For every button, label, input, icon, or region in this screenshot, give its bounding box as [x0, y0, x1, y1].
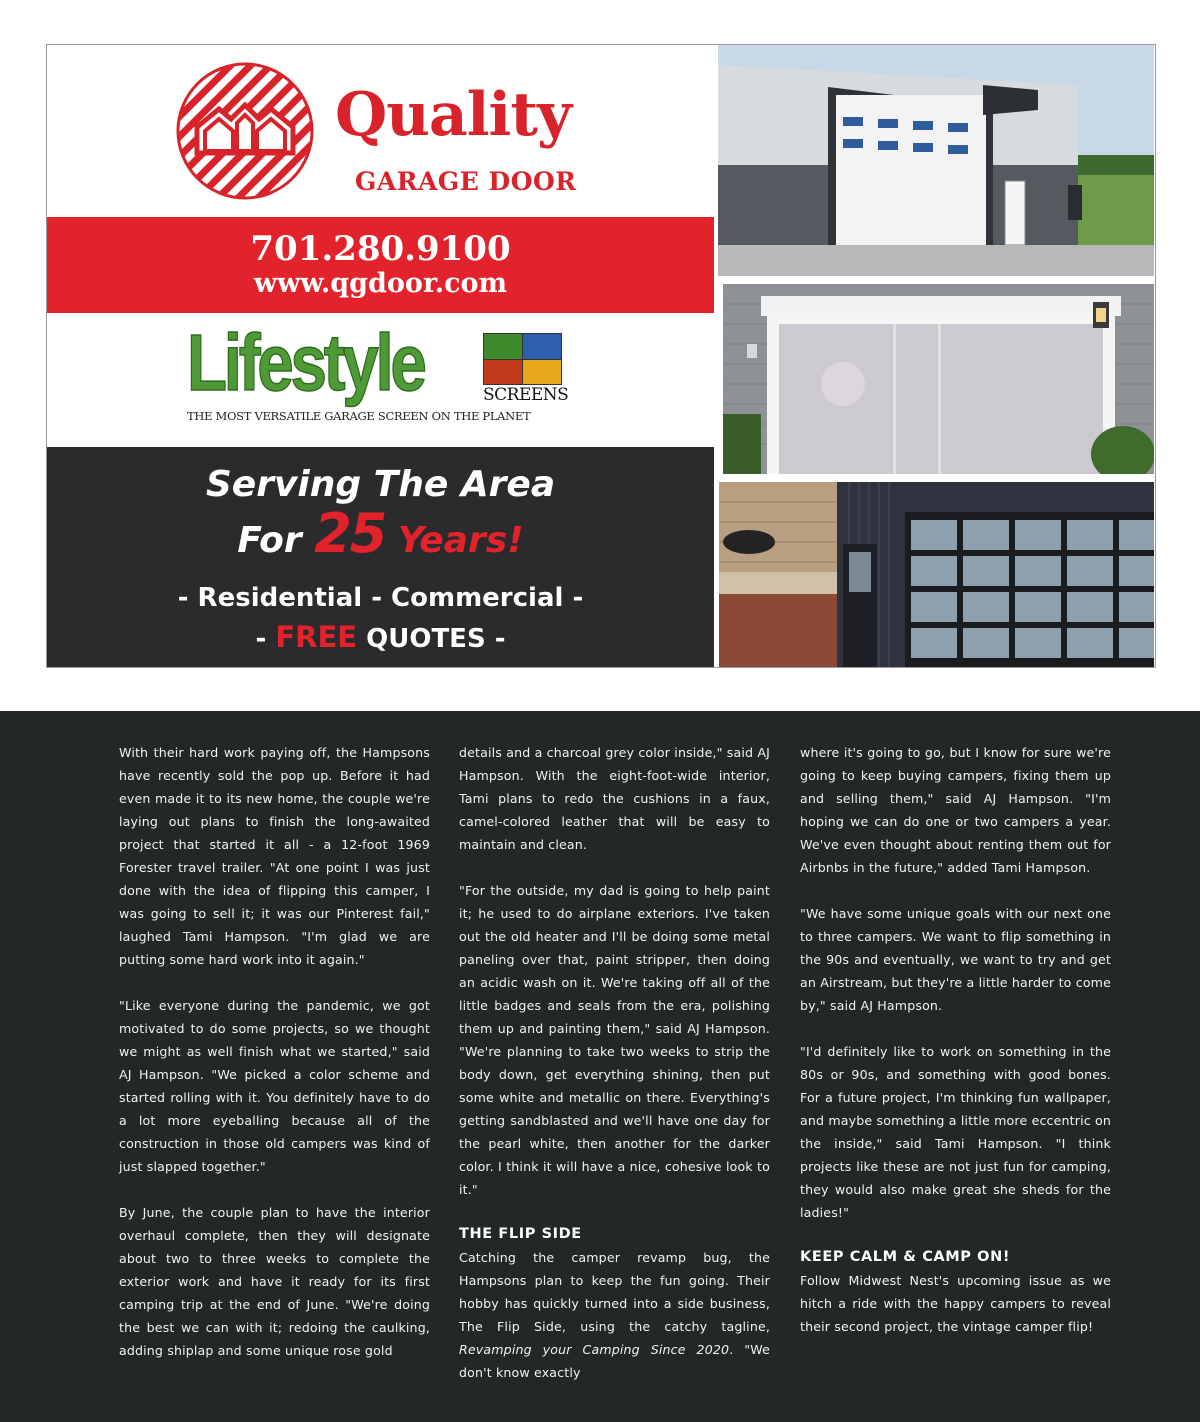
col1-paragraph-3: By June, the couple plan to have the interior overhaul complete, then they will designate about two to three weeks to complete the exterior work and have it ready for its first camping trip at the end of June. "We're doing the best we can with it; redoing the caulking, adding shiplap and some unique rose gold [119, 1205, 430, 1358]
heading-flip-side: THE FLIP SIDE [459, 1226, 582, 1242]
contact-band [47, 217, 714, 313]
col2-p3-tagline: Revamping your Camping Since 2020 [459, 1342, 730, 1357]
house-logo-icon [175, 61, 315, 201]
lifestyle-wordmark: Lifestyle [187, 318, 424, 407]
article-body [0, 711, 1200, 1422]
screens-label: SCREENS [483, 385, 569, 405]
photo-glass-garage-door [719, 482, 1154, 667]
quotes-free: FREE [275, 620, 358, 654]
advertisement [46, 44, 1156, 668]
lifestyle-tagline: THE MOST VERSATILE GARAGE SCREEN ON THE PLANET [187, 409, 531, 423]
col2-paragraph-3 [459, 1246, 770, 1384]
years-word: Years! [385, 520, 524, 561]
seasons-icon [483, 333, 562, 385]
serving-headline: Serving The Area [205, 464, 556, 505]
services-line: - Residential - Commercial - [177, 583, 584, 613]
lifestyle-screens-logo [47, 313, 714, 447]
ad-text-panel [47, 45, 714, 667]
col2-p3-start: Catching the camper revamp bug, the Hampsons plan to keep the fun going. Their hobby has quickly turned into a side business, The Flip Side, using the catchy tagline, [459, 1250, 770, 1334]
col3-paragraph-4: Follow Midwest Nest's upcoming issue as we hitch a ride with the happy campers to reveal their second project, the vintage camper flip! [800, 1273, 1111, 1334]
article-column-3 [800, 741, 1111, 1338]
quality-logo-area [47, 45, 714, 217]
col2-paragraph-1: details and a charcoal grey color inside," said AJ Hampson. With the eight-foot-wide interior, Tami plans to redo the cushions in a faux, camel-colored leather that will be easy to maintain and clean. [459, 745, 770, 852]
col2-paragraph-2: "For the outside, my dad is going to help paint it; he used to do airplane exteriors. I've taken out the old heater and I'll be doing some metal paneling over that, paint stripper, then doing an acidic wash on it. We're taking off all of the little badges and seals from the era, polishing them up and painting them," said AJ Hampson. "We're planning to take two weeks to strip the body down, get everything shining, then put some white and metallic on there. Everything's getting sandblasted and we'll have one day for the pearl white, then another for the darker color. I think it will have a nice, cohesive look to it." [459, 883, 770, 1197]
quotes-suffix: QUOTES - [357, 624, 506, 654]
col3-paragraph-2: "We have some unique goals with our next one to three campers. We want to flip something in the 90s and eventually, we want to try and get an Airstream, but they're a little harder to come by," said AJ Hampson. [800, 906, 1111, 1013]
website-link[interactable]: www.qgdoor.com [253, 268, 508, 299]
serving-panel [47, 447, 714, 667]
col2-p3-end: . "We don't know exactly [459, 1342, 770, 1380]
years-for: For [237, 520, 315, 561]
brand-garage-door: GARAGE DOOR [355, 167, 577, 196]
article-column-1 [119, 741, 430, 1362]
col1-paragraph-2: "Like everyone during the pandemic, we got motivated to do some projects, so we thought we might as well finish what we started," said AJ Hampson. "We picked a color scheme and started rolling with it. You definitely have to do a lot more eyeballing because all of the construction in those old campers was kind of just slapped together." [119, 998, 430, 1174]
quotes-prefix: - [255, 624, 276, 654]
col1-paragraph-1: With their hard work paying off, the Hampsons have recently sold the pop up. Before it had even made it to its new home, the couple we're laying out plans to finish the long-awaited project that started it all - a 12-foot 1969 Forester travel trailer. "At one point I was just done with the idea of flipping this camper, I was going to sell it; it was our Pinterest fail," laughed Tami Hampson. "I'm glad we are putting some hard work into it again." [119, 745, 430, 967]
quotes-line [47, 620, 714, 654]
photo-residential-screen [723, 284, 1154, 474]
col3-paragraph-1: where it's going to go, but I know for sure we're going to keep buying campers, fixing them up and selling them," said AJ Hampson. "I'm hoping we can do one or two campers a year. We've even thought about renting them out for Airbnbs in the future," added Tami Hampson. [800, 745, 1111, 875]
photo-commercial-garage [718, 45, 1154, 276]
article-column-2 [459, 741, 770, 1384]
heading-keep-calm: KEEP CALM & CAMP ON! [800, 1249, 1011, 1265]
years-number: 25 [314, 502, 386, 565]
col3-paragraph-3: "I'd definitely like to work on something in the 80s or 90s, and something with good bones. For a future project, I'm thinking fun wallpaper, and maybe something a little more eccentric on the inside," said Tami Hampson. "I think projects like these are not just fun for camping, they would also make great she sheds for the ladies!" [800, 1044, 1111, 1220]
brand-quality: Quality [335, 80, 571, 150]
years-headline [47, 502, 714, 565]
phone-number[interactable]: 701.280.9100 [250, 229, 511, 269]
